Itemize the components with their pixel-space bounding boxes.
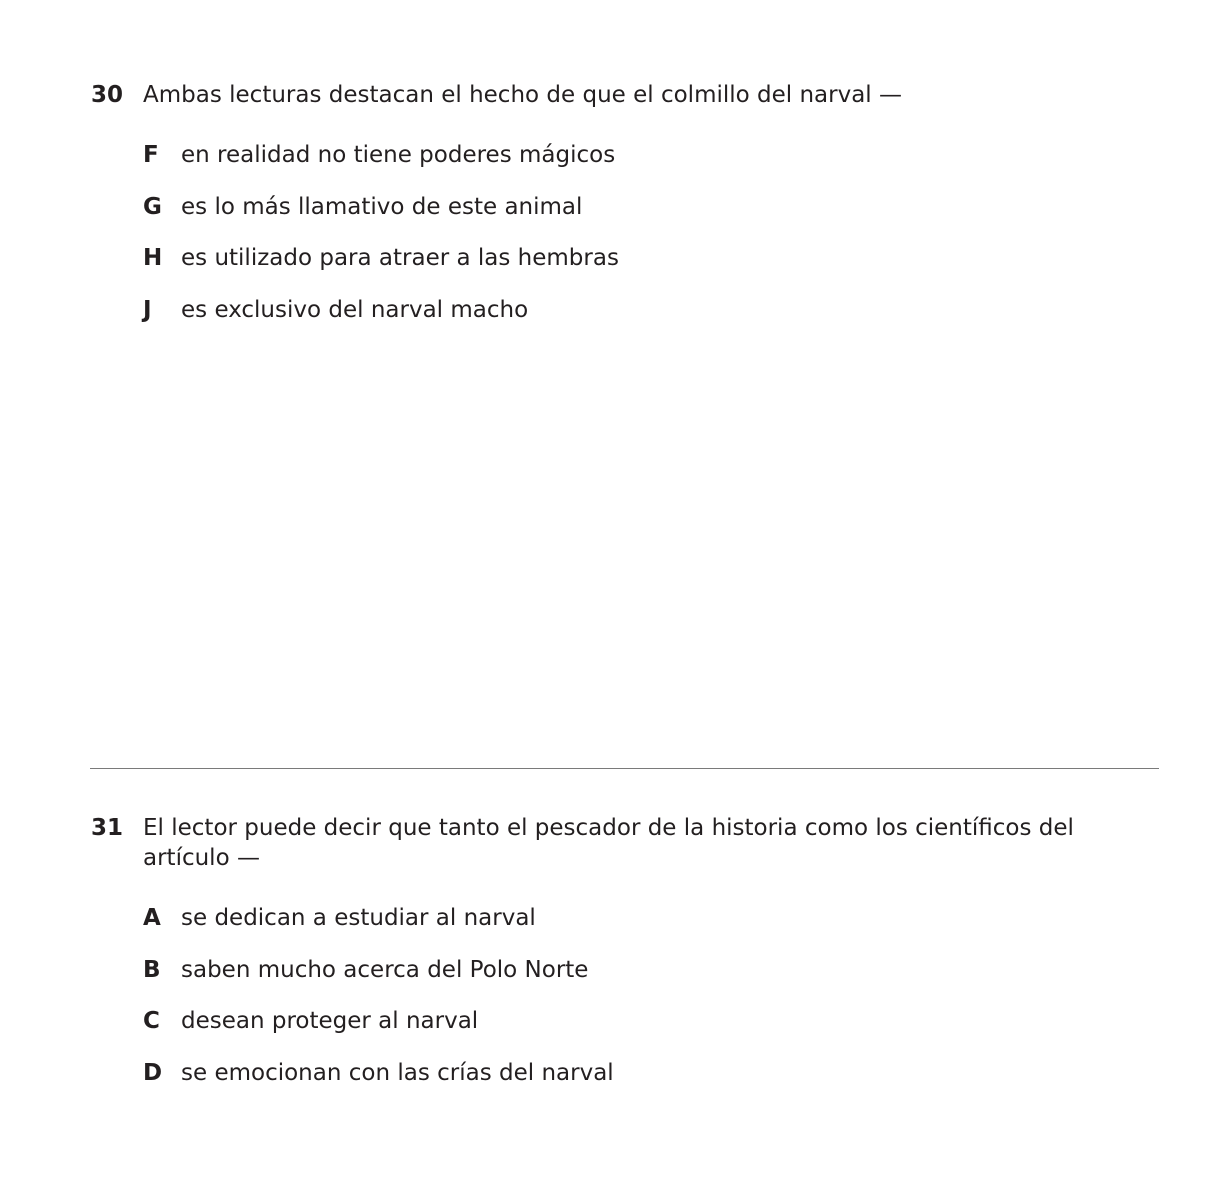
answer-option-a[interactable] bbox=[143, 903, 1121, 933]
answer-option-c[interactable] bbox=[143, 1006, 1121, 1036]
answer-option-j[interactable] bbox=[143, 295, 1121, 325]
answer-option-d[interactable] bbox=[143, 1058, 1121, 1088]
answer-options bbox=[143, 140, 1121, 325]
option-letter: D bbox=[143, 1059, 163, 1086]
option-letter: F bbox=[143, 142, 159, 168]
option-text: se emocionan con las crías del narval bbox=[181, 1059, 614, 1086]
question-text: Ambas lecturas destacan el hecho de que el colmillo del narval — bbox=[143, 82, 903, 108]
question-number: 30 bbox=[91, 82, 124, 108]
option-letter: C bbox=[143, 1008, 160, 1034]
answer-option-f[interactable] bbox=[143, 140, 1121, 170]
question-30 bbox=[91, 80, 1121, 346]
option-text: saben mucho acerca del Polo Norte bbox=[181, 956, 589, 983]
option-text: es exclusivo del narval macho bbox=[181, 296, 529, 323]
option-text: se dedican a estudiar al narval bbox=[181, 905, 536, 931]
section-divider bbox=[90, 768, 1159, 769]
answer-option-b[interactable] bbox=[143, 955, 1121, 985]
question-31 bbox=[91, 813, 1121, 1109]
answer-options bbox=[143, 903, 1121, 1088]
option-letter: B bbox=[143, 956, 161, 983]
option-letter: J bbox=[143, 296, 152, 323]
option-text: es lo más llamativo de este animal bbox=[181, 193, 583, 220]
option-letter: G bbox=[143, 193, 162, 220]
question-number: 31 bbox=[91, 815, 124, 841]
option-text: es utilizado para atraer a las hembras bbox=[181, 245, 619, 271]
question-stem bbox=[91, 80, 1121, 110]
option-text: en realidad no tiene poderes mágicos bbox=[181, 142, 616, 168]
option-letter: H bbox=[143, 245, 163, 271]
question-text: El lector puede decir que tanto el pescador de la historia como los científicos del artículo — bbox=[143, 815, 1074, 871]
question-stem bbox=[91, 813, 1121, 873]
answer-option-h[interactable] bbox=[143, 243, 1121, 273]
option-text: desean proteger al narval bbox=[181, 1008, 479, 1034]
answer-option-g[interactable] bbox=[143, 192, 1121, 222]
option-letter: A bbox=[143, 905, 161, 931]
